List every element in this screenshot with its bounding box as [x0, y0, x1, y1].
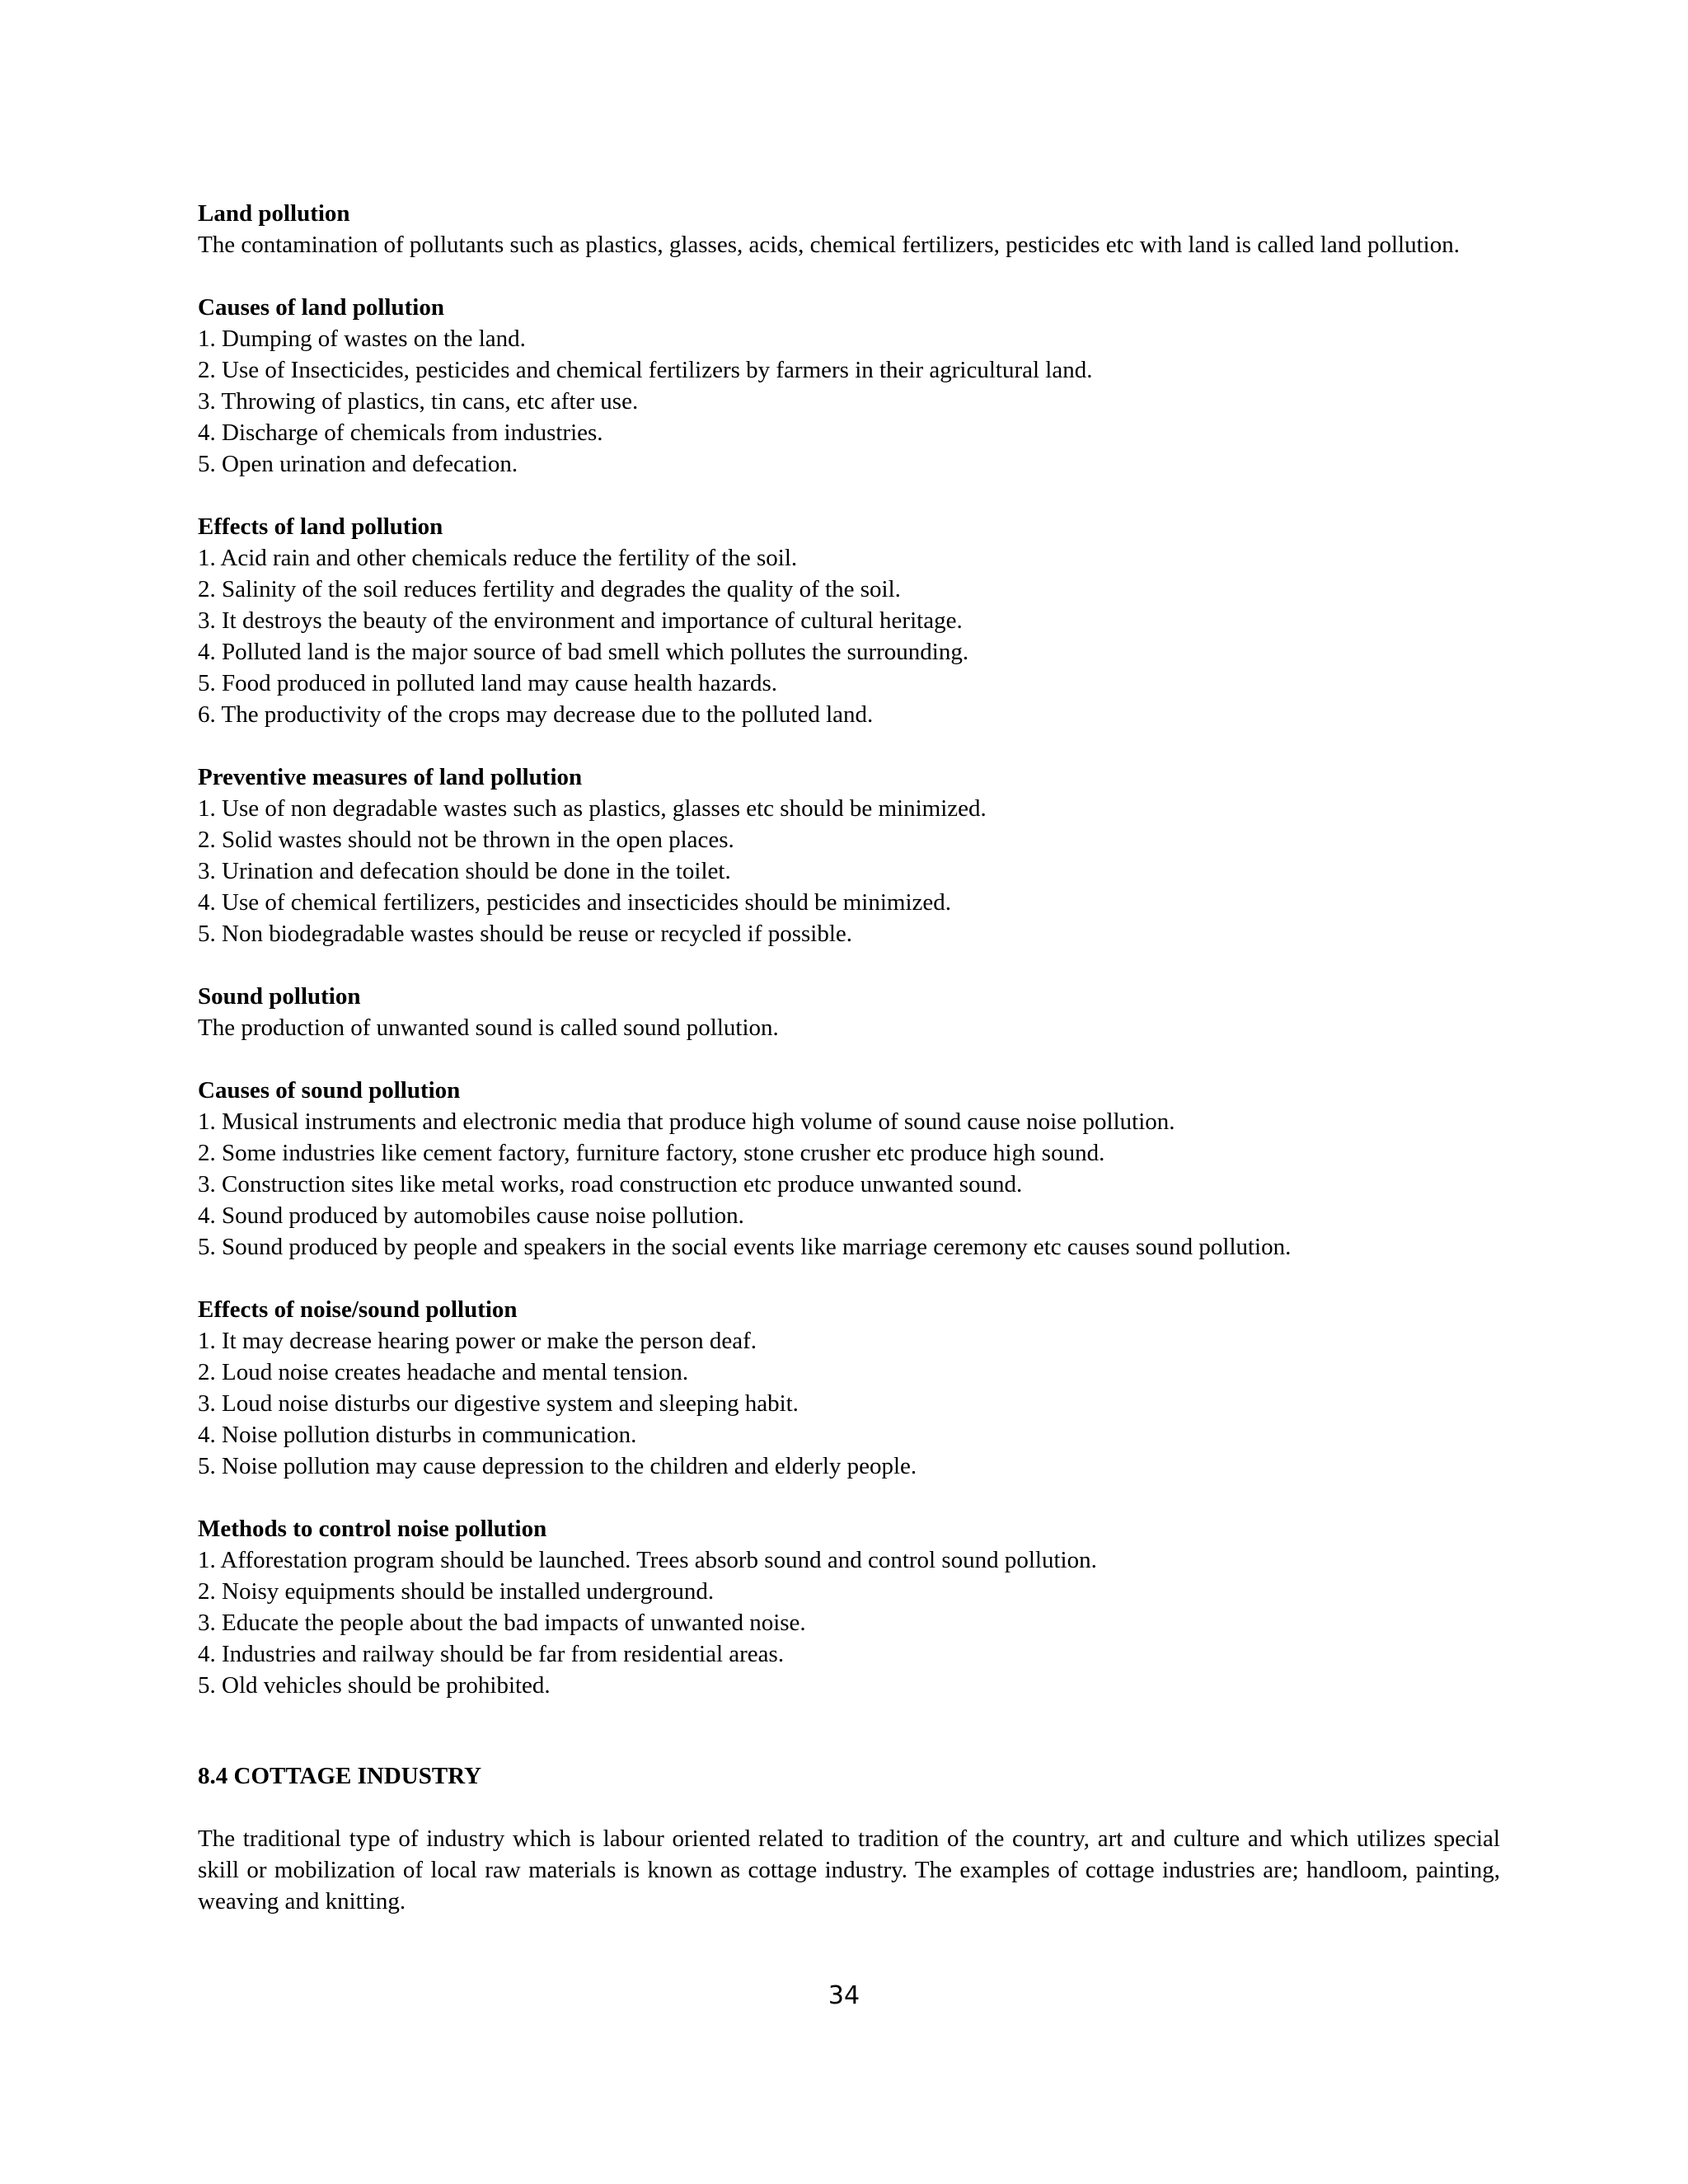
- list-item: 5. Sound produced by people and speakers in the social events like marriage ceremony etc causes sound pollution.: [198, 1234, 1292, 1260]
- list-item: 3. Construction sites like metal works, road construction etc produce unwanted sound.: [198, 1171, 1023, 1197]
- list-item: 4. Polluted land is the major source of bad smell which pollutes the surrounding.: [198, 639, 969, 665]
- list-item: 1. Afforestation program should be launched. Trees absorb sound and control sound pollution.: [198, 1547, 1097, 1573]
- page-number: 34: [828, 1981, 860, 2010]
- list-item: 6. The productivity of the crops may decrease due to the polluted land.: [198, 701, 874, 728]
- causes-of-sound-pollution-list: [198, 1106, 1500, 1263]
- cottage-industry-paragraph: The traditional type of industry which is labour oriented related to tradition of the country, art and culture and which utilizes special skill or mobilization of local raw materials is known as cottage industry. The examples of cottage industries are; handloom, painting, weaving and knitting.: [198, 1825, 1500, 1915]
- preventive-measures-section: [198, 762, 1500, 949]
- methods-to-control-noise-list: [198, 1544, 1500, 1701]
- list-item: 1. Musical instruments and electronic media that produce high volume of sound cause noise pollution.: [198, 1108, 1175, 1135]
- list-item: 2. Loud noise creates headache and mental tension.: [198, 1359, 689, 1385]
- list-item: 3. Urination and defecation should be done in the toilet.: [198, 858, 731, 884]
- list-item: 4. Sound produced by automobiles cause noise pollution.: [198, 1202, 744, 1229]
- causes-of-land-pollution-heading: Causes of land pollution: [198, 294, 444, 321]
- list-item: 4. Industries and railway should be far from residential areas.: [198, 1641, 785, 1667]
- list-item: 1. It may decrease hearing power or make the person deaf.: [198, 1328, 757, 1354]
- document-page: [198, 198, 1500, 1917]
- list-item: 4. Noise pollution disturbs in communication.: [198, 1422, 637, 1448]
- list-item: 3. Educate the people about the bad impacts of unwanted noise.: [198, 1610, 806, 1636]
- effects-of-sound-pollution-section: [198, 1294, 1500, 1482]
- list-item: 2. Salinity of the soil reduces fertility and degrades the quality of the soil.: [198, 576, 901, 602]
- sound-pollution-section: [198, 981, 1500, 1043]
- list-item: 5. Food produced in polluted land may cause health hazards.: [198, 670, 778, 696]
- sound-pollution-heading: Sound pollution: [198, 983, 361, 1010]
- list-item: 5. Open urination and defecation.: [198, 451, 518, 477]
- list-item: 1. Use of non degradable wastes such as plastics, glasses etc should be minimized.: [198, 795, 987, 822]
- effects-of-sound-pollution-list: [198, 1325, 1500, 1482]
- effects-of-land-pollution-section: [198, 511, 1500, 730]
- list-item: 2. Noisy equipments should be installed underground.: [198, 1578, 715, 1605]
- list-item: 4. Discharge of chemicals from industries.: [198, 419, 603, 446]
- list-item: 5. Old vehicles should be prohibited.: [198, 1672, 551, 1699]
- preventive-measures-list: [198, 793, 1500, 949]
- land-pollution-section: [198, 198, 1500, 260]
- causes-of-sound-pollution-heading: Causes of sound pollution: [198, 1077, 461, 1104]
- land-pollution-definition: The contamination of pollutants such as plastics, glasses, acids, chemical fertilizers, pesticides etc with land is called land pollution.: [198, 232, 1460, 258]
- effects-of-land-pollution-heading: Effects of land pollution: [198, 513, 443, 540]
- list-item: 1. Acid rain and other chemicals reduce the fertility of the soil.: [198, 545, 798, 571]
- cottage-industry-heading: 8.4 COTTAGE INDUSTRY: [198, 1763, 482, 1789]
- list-item: 3. Loud noise disturbs our digestive system and sleeping habit.: [198, 1390, 799, 1417]
- methods-to-control-noise-heading: Methods to control noise pollution: [198, 1516, 547, 1542]
- causes-of-land-pollution-list: [198, 323, 1500, 480]
- causes-of-land-pollution-section: [198, 292, 1500, 480]
- list-item: 2. Use of Insecticides, pesticides and chemical fertilizers by farmers in their agricultural land.: [198, 357, 1093, 383]
- list-item: 2. Solid wastes should not be thrown in the open places.: [198, 827, 734, 853]
- list-item: 2. Some industries like cement factory, furniture factory, stone crusher etc produce high sound.: [198, 1140, 1105, 1166]
- land-pollution-heading: Land pollution: [198, 200, 350, 227]
- list-item: 5. Non biodegradable wastes should be reuse or recycled if possible.: [198, 921, 853, 947]
- effects-of-land-pollution-list: [198, 542, 1500, 730]
- list-item: 4. Use of chemical fertilizers, pesticides and insecticides should be minimized.: [198, 889, 952, 916]
- effects-of-sound-pollution-heading: Effects of noise/sound pollution: [198, 1296, 518, 1323]
- list-item: 3. It destroys the beauty of the environment and importance of cultural heritage.: [198, 607, 963, 634]
- list-item: 3. Throwing of plastics, tin cans, etc after use.: [198, 388, 639, 415]
- causes-of-sound-pollution-section: [198, 1075, 1500, 1263]
- sound-pollution-definition: The production of unwanted sound is called sound pollution.: [198, 1015, 779, 1041]
- preventive-measures-heading: Preventive measures of land pollution: [198, 764, 583, 790]
- list-item: 1. Dumping of wastes on the land.: [198, 326, 526, 352]
- list-item: 5. Noise pollution may cause depression to the children and elderly people.: [198, 1453, 917, 1479]
- methods-to-control-noise-section: [198, 1513, 1500, 1701]
